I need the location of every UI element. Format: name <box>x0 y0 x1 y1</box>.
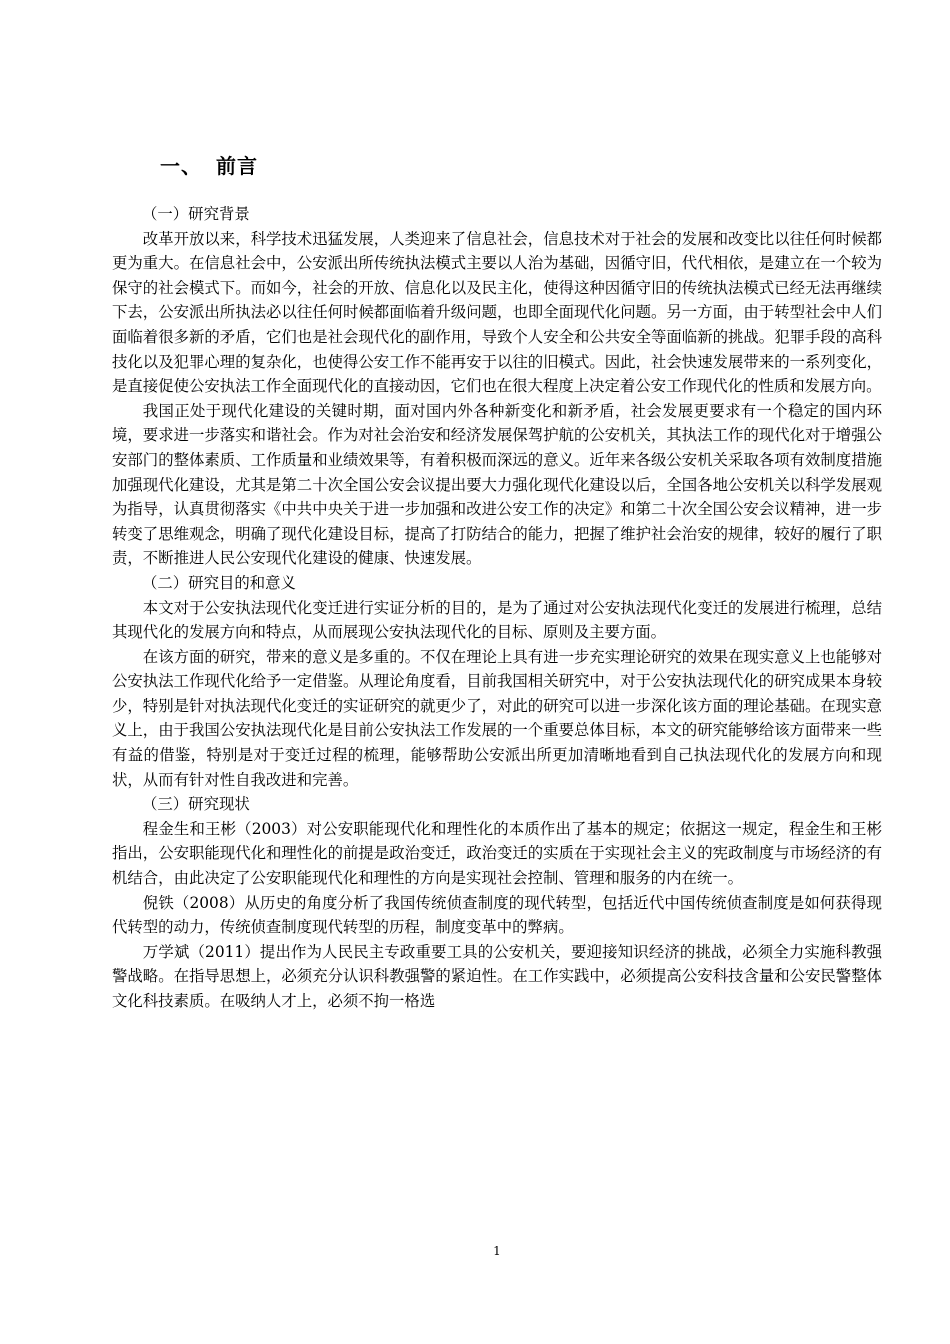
paragraph: 倪铁（2008）从历史的角度分析了我国传统侦查制度的现代转型，包括近代中国传统侦查制度是如何获得现代转型的动力，传统侦查制度现代转型的历程，制度变革中的弊病。 <box>112 893 882 937</box>
document-body <box>112 202 882 1014</box>
paragraph: 在该方面的研究，带来的意义是多重的。不仅在理论上具有进一步充实理论研究的效果在现实意义上也能够对公安执法工作现代化给予一定借鉴。从理论角度看，目前我国相关研究中，对于公安执法现代化的研究成果本身较少，特别是针对执法现代化变迁的实证研究的就更少了，对此的研究可以进一步深化该方面的理论基础。在现实意义上，由于我国公安执法现代化是目前公安执法工作发展的一个重要总体目标，本文的研究能够给该方面带来一些有益的借鉴，特别是对于变迁过程的梳理，能够帮助公安派出所更加清晰地看到自己执法现代化的发展方向和现状，从而有针对性自我改进和完善。 <box>112 647 882 789</box>
subsection-title-purpose: （二）研究目的和意义 <box>142 573 296 592</box>
document-page <box>112 0 882 1344</box>
paragraph: 万学斌（2011）提出作为人民民主专政重要工具的公安机关，要迎接知识经济的挑战，必须全力实施科教强警战略。在指导思想上，必须充分认识科教强警的紧迫性。在工作实践中，必须提高公安科技含量和公安民警整体文化科技素质。在吸纳人才上，必须不拘一格选 <box>112 942 882 1010</box>
subsection-title-background: （一）研究背景 <box>142 205 250 223</box>
paragraph: 本文对于公安执法现代化变迁进行实证分析的目的，是为了通过对公安执法现代化变迁的发展进行梳理，总结其现代化的发展方向和特点，从而展现公安执法现代化的目标、原则及主要方面。 <box>112 598 882 642</box>
heading-number: 一、 <box>160 154 202 178</box>
page-number: 1 <box>493 1244 501 1258</box>
section-heading <box>160 150 258 179</box>
subsection-title-status: （三）研究现状 <box>142 795 250 814</box>
paragraph: 改革开放以来，科学技术迅猛发展，人类迎来了信息社会，信息技术对于社会的发展和改变比以往任何时候都更为重大。在信息社会中，公安派出所传统执法模式主要以人治为基础，因循守旧，代代相依，是建立在一个较为保守的社会模式下。而如今，社会的开放、信息化以及民主化，使得这种因循守旧的传统执法模式已经无法再继续下去，公安派出所执法必以往任何时候都面临着升级问题，也即全面现代化问题。另一方面，由于转型社会中人们面临着很多新的矛盾，它们也是社会现代化的副作用，导致个人安全和公共安全等面临新的挑战。犯罪手段的高科技化以及犯罪心理的复杂化，也使得公安工作不能再安于以往的旧模式。因此，社会快速发展带来的一系列变化，是直接促使公安执法工作全面现代化的直接动因，它们也在很大程度上决定着公安工作现代化的性质和发展方向。 <box>112 229 882 396</box>
paragraph: 我国正处于现代化建设的关键时期，面对国内外各种新变化和新矛盾，社会发展更要求有一个稳定的国内环境，要求进一步落实和谐社会。作为对社会治安和经济发展保驾护航的公安机关，其执法工作的现代化对于增强公安部门的整体素质、工作质量和业绩效果等，有着积极而深远的意义。近年来各级公安机关采取各项有效制度措施加强现代化建设，尤其是第二十次全国公安会议提出要大力强化现代化建设以后，全国各地公安机关以科学发展观为指导，认真贯彻落实《中共中央关于进一步加强和改进公安工作的决定》和第二十次全国公安会议精神，进一步转变了思维观念，明确了现代化建设目标，提高了打防结合的能力，把握了维护社会治安的规律，较好的履行了职责，不断推进人民公安现代化建设的健康、快速发展。 <box>112 401 882 568</box>
paragraph: 程金生和王彬（2003）对公安职能现代化和理性化的本质作出了基本的规定；依据这一规定，程金生和王彬指出，公安职能现代化和理性化的前提是政治变迁，政治变迁的实质在于实现社会主义的宪政制度与市场经济的有机结合，由此决定了公安职能现代化和理性的方向是实现社会控制、管理和服务的内在统一。 <box>112 819 882 888</box>
heading-title: 前言 <box>216 154 258 178</box>
